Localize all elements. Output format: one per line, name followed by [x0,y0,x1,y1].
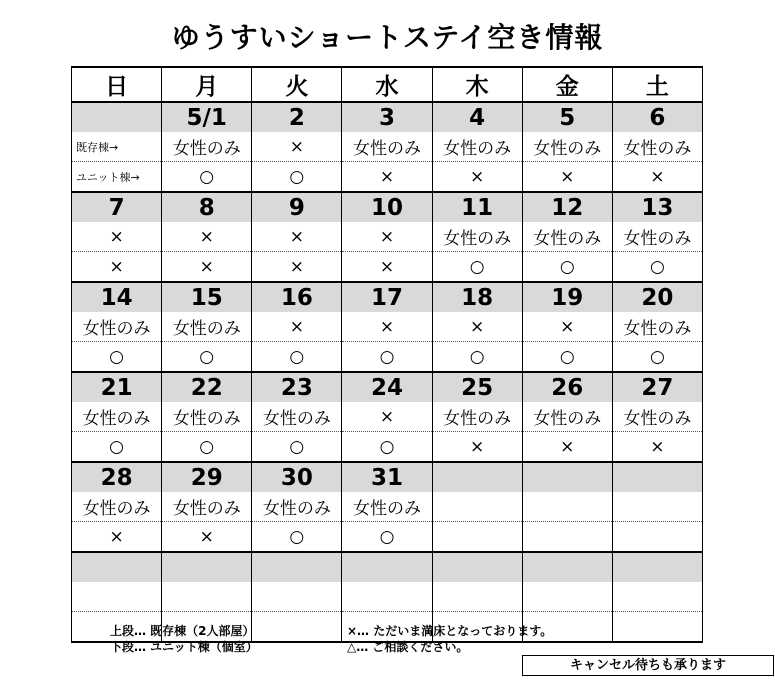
week-3-upper-row [72,312,703,342]
date-cell: 23 [252,372,342,402]
unit-ward-cell: ○ [342,342,432,373]
date-cell: 10 [342,192,432,222]
date-cell: 17 [342,282,432,312]
date-cell [432,552,522,582]
unit-ward-cell: ○ [612,342,702,373]
existing-ward-cell: × [432,312,522,342]
date-cell: 30 [252,462,342,492]
unit-ward-cell: × [432,162,522,193]
date-cell: 16 [252,282,342,312]
date-cell: 31 [342,462,432,492]
week-6-dates-row [72,552,703,582]
unit-ward-cell: × [342,162,432,193]
existing-ward-cell: 女性のみ [252,402,342,432]
existing-ward-cell: 女性のみ [162,132,252,162]
unit-ward-cell: × [72,252,162,283]
row-label: ユニット棟→ [72,162,162,193]
existing-ward-cell [522,492,612,522]
date-cell: 7 [72,192,162,222]
date-cell: 2 [252,102,342,132]
unit-ward-cell: ○ [432,342,522,373]
week-6-upper-row [72,582,703,612]
existing-ward-cell: 女性のみ [72,492,162,522]
existing-ward-cell [432,492,522,522]
existing-ward-cell: 女性のみ [612,132,702,162]
existing-ward-cell: 女性のみ [162,402,252,432]
unit-ward-cell: ○ [252,342,342,373]
date-cell: 12 [522,192,612,222]
unit-ward-cell: × [342,252,432,283]
unit-ward-cell: ○ [162,162,252,193]
legend-cross-note: ×… ただいま満床となっております。 [347,624,553,638]
existing-ward-cell [432,582,522,612]
date-cell: 25 [432,372,522,402]
week-1-upper-row [72,132,703,162]
unit-ward-cell: ○ [72,342,162,373]
unit-ward-cell: ○ [612,252,702,283]
existing-ward-cell: 女性のみ [612,402,702,432]
availability-calendar [71,66,703,643]
unit-ward-cell: × [72,522,162,553]
unit-ward-cell: ○ [252,162,342,193]
date-cell: 4 [432,102,522,132]
unit-ward-cell: ○ [72,432,162,463]
unit-ward-cell: ○ [522,342,612,373]
cancel-waitlist-note: キャンセル待ちも承ります [522,655,774,676]
unit-ward-cell: ○ [162,432,252,463]
week-3-dates-row [72,282,703,312]
date-cell: 5/1 [162,102,252,132]
legend-triangle-note: △… ご相談ください。 [347,640,469,654]
unit-ward-cell [522,522,612,553]
unit-ward-cell [252,612,342,643]
date-cell: 6 [612,102,702,132]
weekday-thu: 木 [432,67,522,102]
existing-ward-cell [612,492,702,522]
week-4-upper-row [72,402,703,432]
date-cell: 18 [432,282,522,312]
date-cell: 14 [72,282,162,312]
date-cell: 5 [522,102,612,132]
date-cell [252,552,342,582]
existing-ward-cell: 女性のみ [342,132,432,162]
unit-ward-cell [612,612,702,643]
unit-ward-cell: × [522,162,612,193]
date-cell: 27 [612,372,702,402]
unit-ward-cell: ○ [522,252,612,283]
date-cell: 29 [162,462,252,492]
page-title: ゆうすいショートステイ空き情報 [171,21,604,54]
week-5-dates-row [72,462,703,492]
date-cell: 19 [522,282,612,312]
existing-ward-cell: 女性のみ [72,402,162,432]
date-cell: 22 [162,372,252,402]
date-cell: 15 [162,282,252,312]
date-cell: 3 [342,102,432,132]
existing-ward-cell: 女性のみ [162,492,252,522]
existing-ward-cell: 女性のみ [72,312,162,342]
weekday-fri: 金 [522,67,612,102]
date-cell: 24 [342,372,432,402]
existing-ward-cell: × [342,222,432,252]
date-cell: 8 [162,192,252,222]
date-cell [612,462,702,492]
existing-ward-cell [72,582,162,612]
unit-ward-cell: × [612,162,702,193]
existing-ward-cell: × [342,312,432,342]
existing-ward-cell [162,582,252,612]
existing-ward-cell: 女性のみ [162,312,252,342]
existing-ward-cell: × [252,222,342,252]
date-cell: 21 [72,372,162,402]
week-5-lower-row [72,522,703,553]
unit-ward-cell: × [522,432,612,463]
week-3-lower-row [72,342,703,373]
unit-ward-cell: × [162,252,252,283]
unit-ward-cell: × [432,432,522,463]
date-cell: 13 [612,192,702,222]
existing-ward-cell: 女性のみ [432,222,522,252]
week-1-dates-row [72,102,703,132]
date-cell: 26 [522,372,612,402]
legend-lower-note: 下段… ユニット棟（個室） [110,640,258,654]
unit-ward-cell: ○ [252,432,342,463]
existing-ward-cell: 女性のみ [342,492,432,522]
existing-ward-cell: 女性のみ [522,402,612,432]
date-cell [522,552,612,582]
date-cell: 20 [612,282,702,312]
weekday-mon: 月 [162,67,252,102]
existing-ward-cell [522,582,612,612]
date-cell: 9 [252,192,342,222]
week-1-lower-row [72,162,703,193]
existing-ward-cell: × [72,222,162,252]
existing-ward-cell: × [522,312,612,342]
unit-ward-cell: ○ [162,342,252,373]
existing-ward-cell: 女性のみ [432,132,522,162]
week-5-upper-row [72,492,703,522]
weekday-sun: 日 [72,67,162,102]
unit-ward-cell: ○ [342,432,432,463]
existing-ward-cell: 女性のみ [522,222,612,252]
week-4-dates-row [72,372,703,402]
existing-ward-cell: 女性のみ [252,492,342,522]
date-cell [72,552,162,582]
date-cell [612,552,702,582]
week-2-dates-row [72,192,703,222]
existing-ward-cell [342,582,432,612]
weekday-tue: 火 [252,67,342,102]
date-cell [522,462,612,492]
weekday-sat: 土 [612,67,702,102]
date-cell [342,552,432,582]
week-4-lower-row [72,432,703,463]
unit-ward-cell: × [612,432,702,463]
unit-ward-cell: × [162,522,252,553]
unit-ward-cell: ○ [252,522,342,553]
existing-ward-cell: 女性のみ [612,222,702,252]
date-cell [162,552,252,582]
existing-ward-cell: × [162,222,252,252]
existing-ward-cell: 女性のみ [612,312,702,342]
unit-ward-cell [612,522,702,553]
existing-ward-cell: × [252,132,342,162]
existing-ward-cell: × [342,402,432,432]
unit-ward-cell: ○ [432,252,522,283]
existing-ward-cell [252,582,342,612]
existing-ward-cell: 女性のみ [432,402,522,432]
unit-ward-cell: × [252,252,342,283]
existing-ward-cell: 女性のみ [522,132,612,162]
date-cell [72,102,162,132]
weekday-header-row [72,67,703,102]
date-cell: 28 [72,462,162,492]
unit-ward-cell: ○ [342,522,432,553]
weekday-wed: 水 [342,67,432,102]
date-cell [432,462,522,492]
legend-upper-note: 上段… 既存棟（2人部屋） [110,624,255,638]
existing-ward-cell: × [252,312,342,342]
week-2-lower-row [72,252,703,283]
unit-ward-cell [432,522,522,553]
row-label: 既存棟→ [72,132,162,162]
date-cell: 11 [432,192,522,222]
week-2-upper-row [72,222,703,252]
existing-ward-cell [612,582,702,612]
